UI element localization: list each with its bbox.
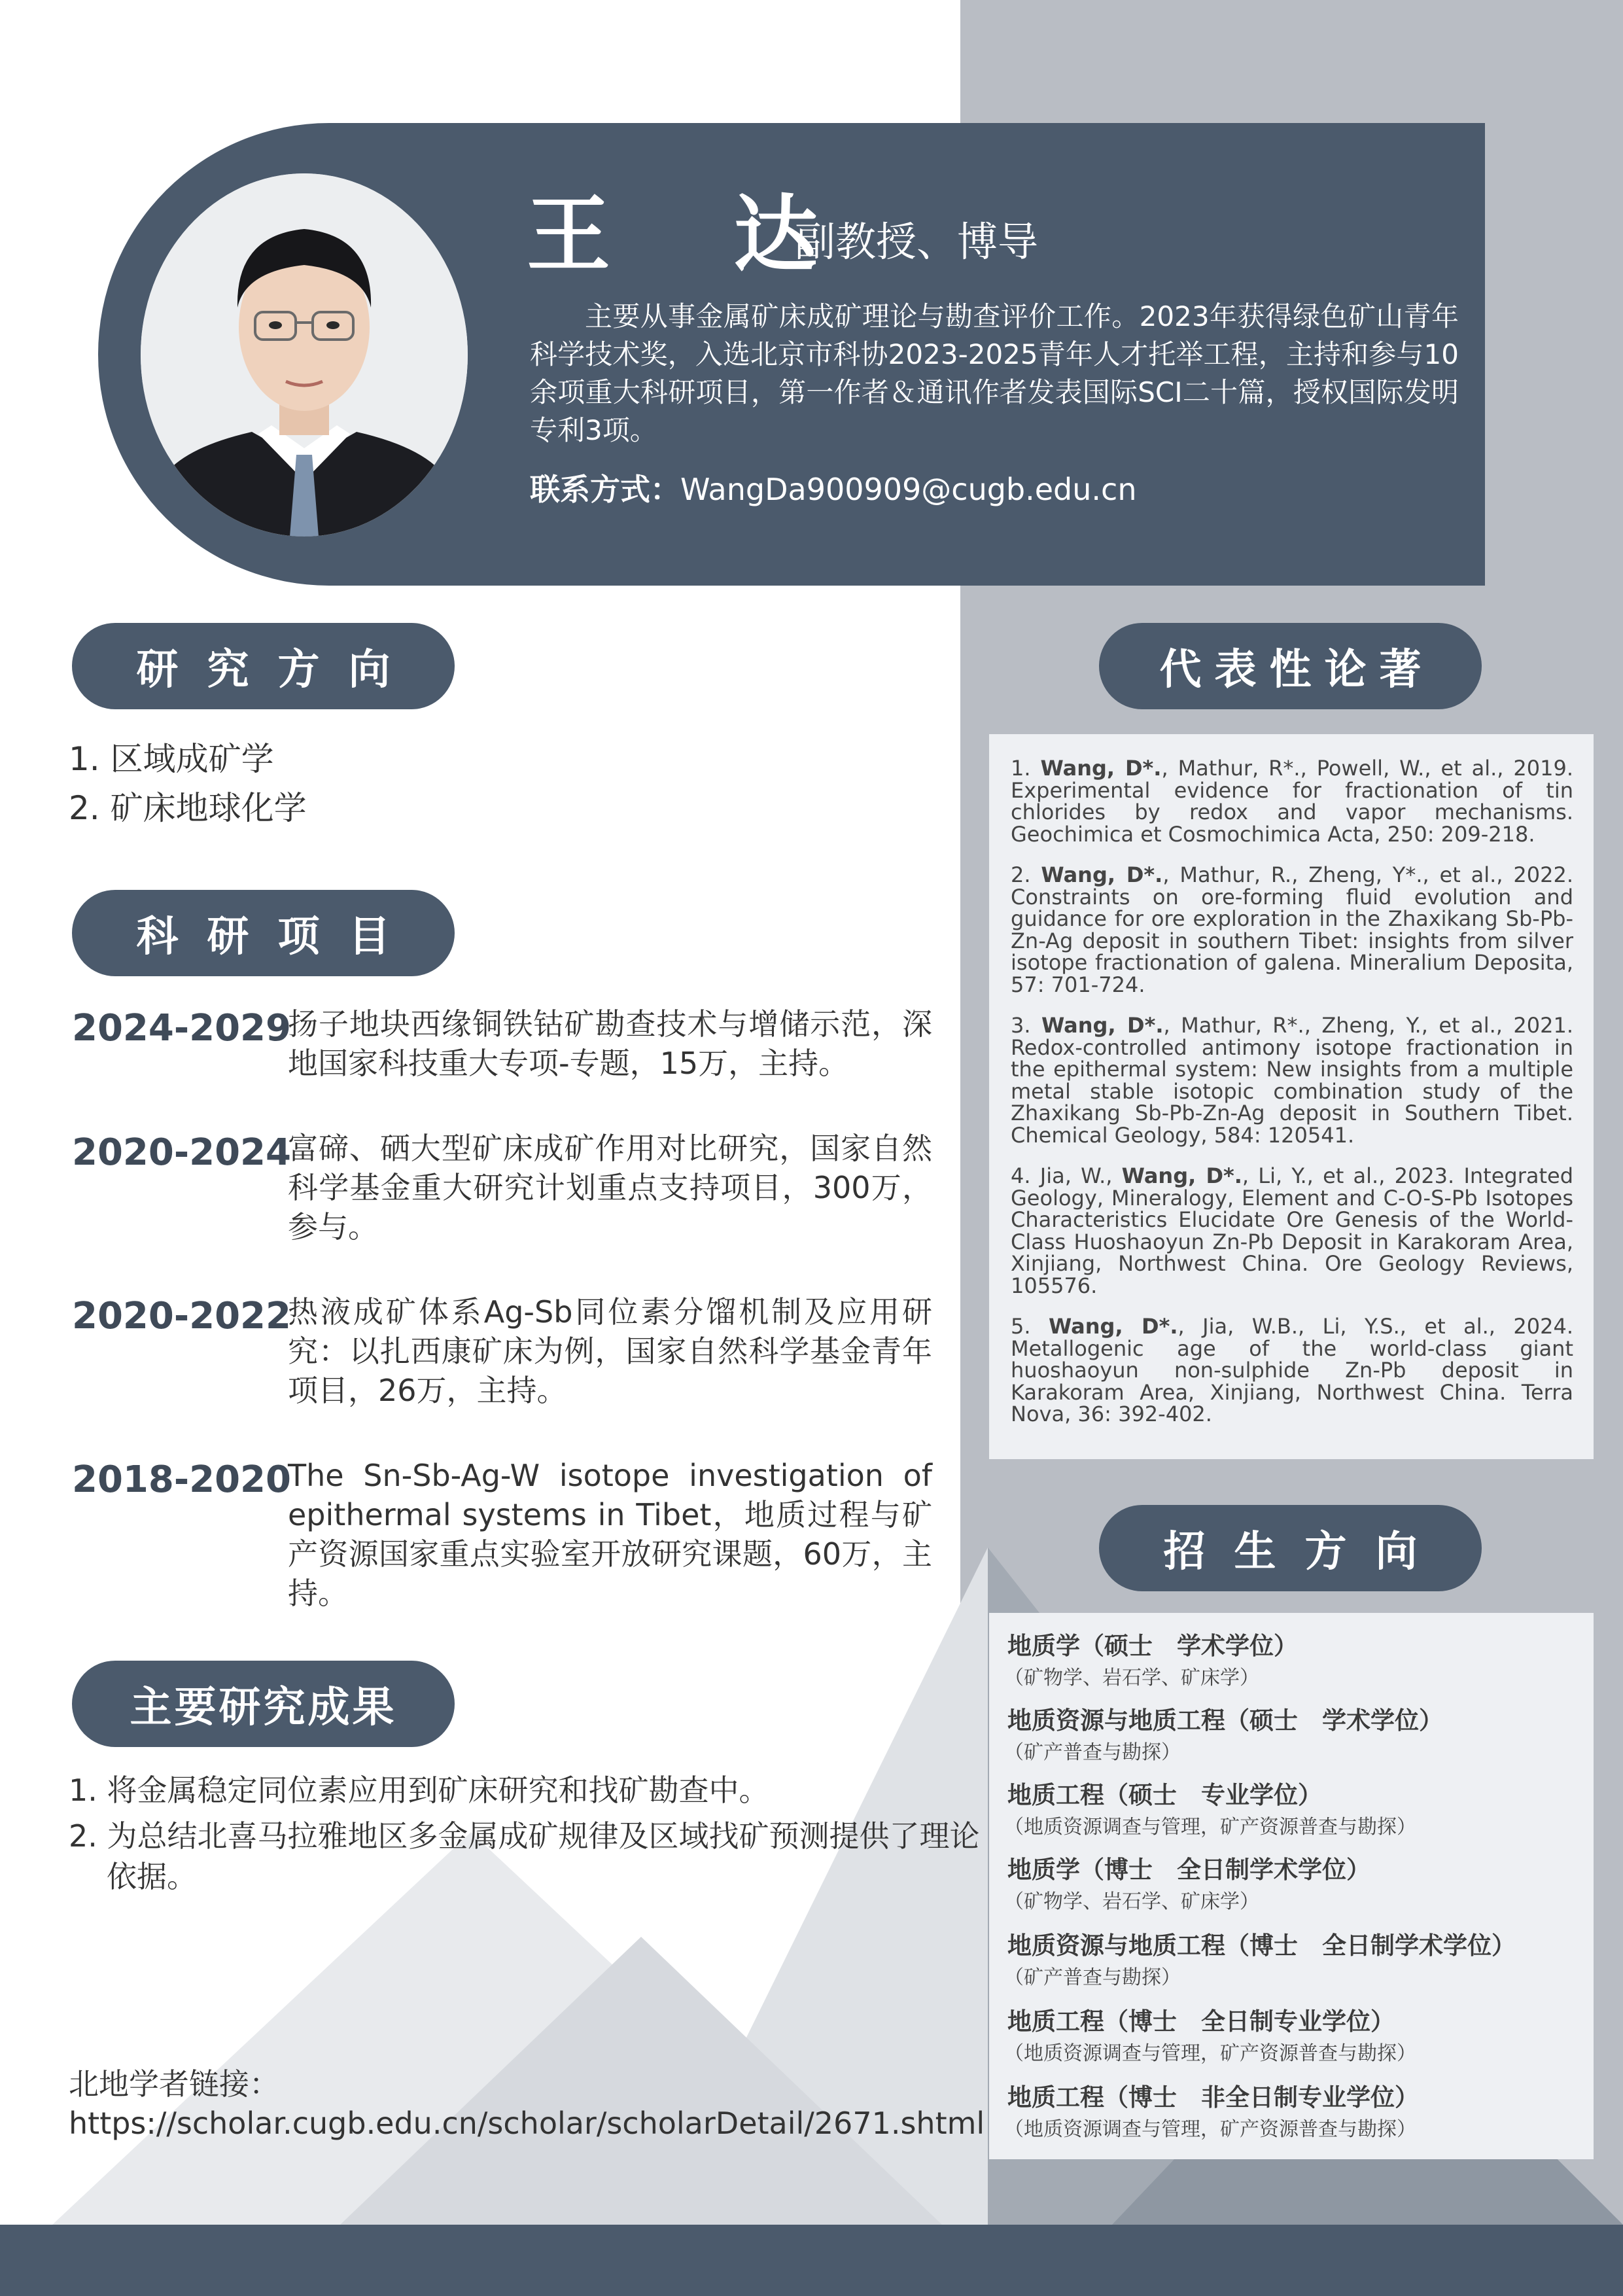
enrollment-program: 地质资源与地质工程（博士 全日制学术学位）	[1007, 1932, 1516, 1960]
project-description: 热液成矿体系Ag-Sb同位素分馏机制及应用研究：以扎西康矿床为例，国家自然科学基金青年项目，26万，主持。	[288, 1294, 932, 1408]
paper-item: 1. Wang, D*., Mathur, R*., Powell, W., et al., 2019. Experimental evidence for fractionation of tin chlorides by redox and vapor mechanisms. Geochimica et Cosmochimica Acta, 250: 209-218.	[1011, 756, 1574, 847]
contact-label: 联系方式：	[530, 472, 680, 507]
project-years: 2020-2024	[72, 1131, 291, 1174]
section-title-enrollment: 招生方向	[1099, 1505, 1482, 1591]
profile-photo	[141, 173, 468, 537]
paper-item: 3. Wang, D*., Mathur, R*., Zheng, Y., et al., 2021. Redox-controlled antimony isotope fractionation in the epithermal system: New insights from a multiple metal stable isotopic combination study of the Zhaxikang Sb-Pb-Zn-Ag deposit in Southern Tibet. Chemical Geology, 584: 120541.	[1011, 1013, 1574, 1148]
section-title-achievements: 主要研究成果	[72, 1661, 455, 1747]
enrollment-program: 地质学（博士 全日制学术学位）	[1007, 1856, 1370, 1884]
achievement-item: 1. 将金属稳定同位素应用到矿床研究和找矿勘查中。	[69, 1773, 769, 1808]
enrollment-subfields: （矿物学、岩石学、矿床学）	[1004, 1667, 1259, 1689]
project-description: The Sn-Sb-Ag-W isotope investigation of epithermal systems in Tibet，地质过程与矿产资源国家重点实验室开放研究课题，60万，主持。	[288, 1458, 932, 1611]
enrollment-program: 地质工程（博士 全日制专业学位）	[1007, 2007, 1395, 2036]
enrollment-subfields: （地质资源调查与管理，矿产资源普查与勘探）	[1004, 2042, 1416, 2065]
research-direction-item: 2. 矿床地球化学	[69, 789, 307, 827]
section-title-papers: 代表性论著	[1099, 623, 1482, 709]
contact-line	[530, 470, 1136, 509]
footer-bar	[0, 2225, 1623, 2296]
contact-email-link[interactable]: WangDa900909@cugb.edu.cn	[680, 472, 1137, 507]
academic-title: 副教授、博导	[795, 218, 1039, 266]
enrollment-program: 地质工程（博士 非全日制专业学位）	[1007, 2083, 1419, 2111]
enrollment-subfields: （矿产普查与勘探）	[1004, 1966, 1181, 1989]
papers-list	[1011, 758, 1573, 1445]
enrollment-program: 地质资源与地质工程（硕士 学术学位）	[1007, 1706, 1443, 1735]
paper-item: 2. Wang, D*., Mathur, R., Zheng, Y*., et al., 2022. Constraints on ore-forming fluid evolution and guidance for ore exploration in the Zhaxikang Sb-Pb-Zn-Ag deposit in southern Tibet: insights from silver isotope fractionation of galena. Mineralium Deposita, 57: 701-724.	[1011, 862, 1574, 997]
section-title-projects: 科研项目	[72, 890, 455, 976]
project-description: 扬子地块西缘铜铁钴矿勘查技术与增储示范，深地国家科技重大专项-专题，15万，主持。	[288, 1006, 932, 1081]
paper-item: 5. Wang, D*., Jia, W.B., Li, Y.S., et al., 2024. Metallogenic age of the world-class giant huoshaoyun non-sulphide Zn-Pb deposit in Karakoram Area, Xinjiang, Northwest China. Terra Nova, 36: 392-402.	[1011, 1314, 1574, 1426]
project-years: 2020-2022	[72, 1295, 291, 1337]
enrollment-box	[989, 1613, 1594, 2159]
person-name: 王 达	[527, 186, 865, 284]
scholar-link-url[interactable]: https://scholar.cugb.edu.cn/scholar/scholarDetail/2671.shtml	[69, 2106, 985, 2141]
intro-paragraph: 主要从事金属矿床成矿理论与勘查评价工作。2023年获得绿色矿山青年科学技术奖，入选北京市科协2023-2025青年人才托举工程，主持和参与10余项重大科研项目，第一作者＆通讯作者发表国际SCI二十篇，授权国际发明专利3项。	[530, 300, 1459, 446]
section-title-research-direction: 研究方向	[72, 623, 455, 709]
enrollment-program: 地质工程（硕士 专业学位）	[1007, 1781, 1322, 1809]
achievement-item: 2. 为总结北喜马拉雅地区多金属成矿规律及区域找矿预测提供了理论依据。	[69, 1818, 980, 1894]
project-description: 富碲、硒大型矿床成矿作用对比研究，国家自然科学基金重大研究计划重点支持项目，300万，参与。	[288, 1131, 932, 1245]
project-years: 2024-2029	[72, 1007, 291, 1050]
paper-item: 4. Jia, W., Wang, D*., Li, Y., et al., 2023. Integrated Geology, Mineralogy, Element and C-O-S-Pb Isotopes Characteristics Elucidate Ore Genesis of the World-Class Huoshaoyun Zn-Pb Deposit in Karakoram Area, Xinjiang, Northwest China. Ore Geology Reviews, 105576.	[1011, 1163, 1574, 1298]
enrollment-subfields: （地质资源调查与管理，矿产资源普查与勘探）	[1004, 1816, 1416, 1839]
scholar-link-label: 北地学者链接：	[69, 2066, 279, 2102]
enrollment-program: 地质学（硕士 学术学位）	[1007, 1632, 1298, 1660]
research-direction-item: 1. 区域成矿学	[69, 740, 274, 778]
project-years: 2018-2020	[72, 1458, 291, 1501]
enrollment-subfields: （矿物学、岩石学、矿床学）	[1004, 1890, 1259, 1913]
enrollment-subfields: （地质资源调查与管理，矿产资源普查与勘探）	[1004, 2118, 1416, 2141]
enrollment-subfields: （矿产普查与勘探）	[1004, 1741, 1181, 1764]
